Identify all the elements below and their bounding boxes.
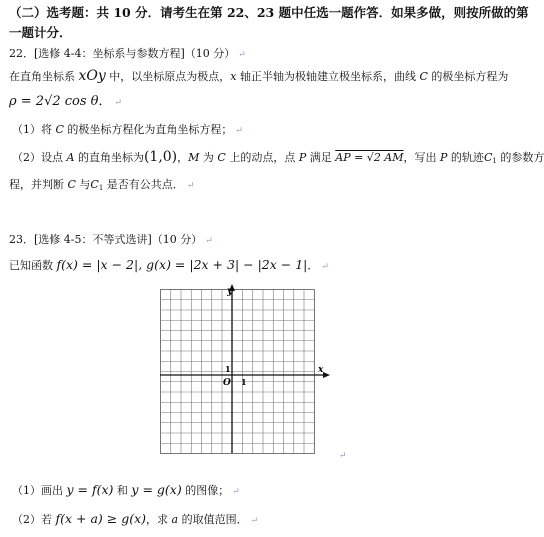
paragraph-mark-icon: ↵ bbox=[321, 262, 329, 272]
q22-part2-text: 为 bbox=[199, 151, 218, 164]
paragraph-mark-icon: ↵ bbox=[205, 236, 213, 246]
paragraph-mark-icon: ↵ bbox=[238, 50, 246, 60]
q22-part1-text: 的极坐标方程化为直角坐标方程； bbox=[63, 123, 233, 136]
q23-intro-text: 已知函数 bbox=[9, 259, 57, 272]
q22-part2-text: ，写出 bbox=[403, 151, 441, 164]
x-tick-label: 1 bbox=[241, 377, 247, 387]
x-axis-label: x bbox=[318, 365, 324, 375]
q22-part1-var: C bbox=[55, 123, 64, 136]
q23-part2 bbox=[12, 512, 258, 528]
q22-part2-text: 与 bbox=[75, 178, 91, 191]
q22-part1 bbox=[12, 123, 243, 138]
q22-part2-var: M bbox=[188, 151, 200, 164]
x-axis-arrow-icon bbox=[323, 372, 330, 378]
q22-part2-text: 是否有公共点． bbox=[103, 178, 184, 191]
q23-part1-text: 和 bbox=[113, 484, 132, 497]
q22-part1-text: （1）将 bbox=[12, 123, 56, 136]
q22-part2-text: 满足 bbox=[306, 151, 336, 164]
q22-intro-text: 轴正半轴为极轴建立极坐标系，曲线 bbox=[236, 70, 420, 83]
q23-intro-text: ． bbox=[307, 259, 319, 272]
q22-part2-text: 的参数方 bbox=[496, 151, 544, 164]
q22-header bbox=[9, 47, 246, 62]
q22-part2-cont bbox=[9, 178, 194, 195]
section-title-line2: 一题计分． bbox=[9, 25, 72, 40]
coordinate-grid-svg bbox=[160, 283, 335, 463]
q22-part2-var: C bbox=[217, 151, 226, 164]
paragraph-mark-icon: ↵ bbox=[339, 451, 347, 461]
q23-part1-func: y = f(x) bbox=[66, 482, 114, 497]
paragraph-mark-icon: ↵ bbox=[114, 98, 123, 108]
q22-equation-line bbox=[9, 95, 122, 110]
y-axis-label: y bbox=[227, 286, 233, 297]
q23-part1-text: （1）画出 bbox=[12, 484, 67, 497]
q22-part2-var: C bbox=[483, 151, 493, 164]
section-title-line1: （二）选考题：共 10 分．请考生在第 22、23 题中任选一题作答．如果多做，则按所做的第 bbox=[9, 5, 529, 20]
origin-label: O bbox=[223, 378, 231, 388]
coordinate-grid bbox=[160, 283, 347, 467]
q22-part2-text: 的直角坐标为 bbox=[74, 151, 144, 164]
q22-part2-subscript: 1 bbox=[492, 157, 497, 165]
q23-part2-text: （2）若 bbox=[12, 513, 56, 526]
y-tick-label: 1 bbox=[225, 364, 231, 374]
q23-part2-text: ，求 bbox=[146, 513, 172, 526]
q22-part2-text: ， bbox=[177, 151, 189, 164]
q22-part2-text: 上的动点，点 bbox=[225, 151, 299, 164]
q22-part2-var: C bbox=[90, 178, 99, 191]
paragraph-mark-icon: ↵ bbox=[250, 516, 259, 526]
q22-header-text: 22．[选修 4-4：坐标系与参数方程]（10 分） bbox=[9, 47, 236, 60]
q22-part2 bbox=[12, 150, 544, 168]
q22-part2-text: 程，并判断 bbox=[9, 178, 68, 191]
paragraph-mark-icon: ↵ bbox=[186, 181, 195, 191]
q23-part2-inequality: f(x + a) ≥ g(x) bbox=[55, 511, 147, 526]
q23-part2-var: a bbox=[171, 513, 179, 526]
q23-intro bbox=[9, 258, 329, 274]
q22-part2-coord: (1,0) bbox=[143, 149, 178, 165]
paragraph-mark-icon: ↵ bbox=[232, 487, 240, 497]
q22-intro-text: 在直角坐标系 bbox=[9, 70, 79, 83]
grid-lines bbox=[161, 290, 315, 454]
q22-part2-subscript: 1 bbox=[98, 184, 104, 192]
q22-intro-var: x bbox=[230, 70, 237, 83]
q23-part1 bbox=[12, 483, 240, 499]
q22-intro-text: 的极坐标方程为 bbox=[427, 70, 509, 83]
q22-intro-var: C bbox=[419, 70, 428, 83]
paragraph-mark-icon: ↵ bbox=[235, 126, 243, 136]
q22-part2-vector: AP = √2 AM bbox=[335, 151, 404, 164]
q22-part2-var: P bbox=[440, 151, 448, 164]
q22-equation-end: ． bbox=[98, 94, 112, 109]
q23-header-text: 23．[选修 4-5：不等式选讲]（10 分） bbox=[9, 233, 203, 246]
q22-equation: ρ = 2√2 cos θ bbox=[9, 94, 99, 109]
q22-part2-text: （2）设点 bbox=[12, 151, 67, 164]
q22-part2-var: A bbox=[66, 151, 75, 164]
q23-header bbox=[9, 233, 213, 248]
q23-part1-func: y = g(x) bbox=[131, 482, 182, 497]
q22-intro-var: xOy bbox=[78, 68, 106, 84]
q22-intro bbox=[9, 69, 508, 84]
q22-part2-text: 的轨迹 bbox=[447, 151, 484, 164]
q22-part2-var: P bbox=[298, 151, 307, 164]
q23-part1-text: 的图像； bbox=[181, 484, 230, 497]
q22-part2-var: C bbox=[67, 178, 76, 191]
q23-functions: f(x) = |x − 2|, g(x) = |2x + 3| − |2x − 1| bbox=[56, 257, 308, 272]
q23-part2-text: 的取值范围． bbox=[178, 513, 248, 526]
q22-intro-text: 中，以坐标原点为极点， bbox=[105, 70, 231, 83]
